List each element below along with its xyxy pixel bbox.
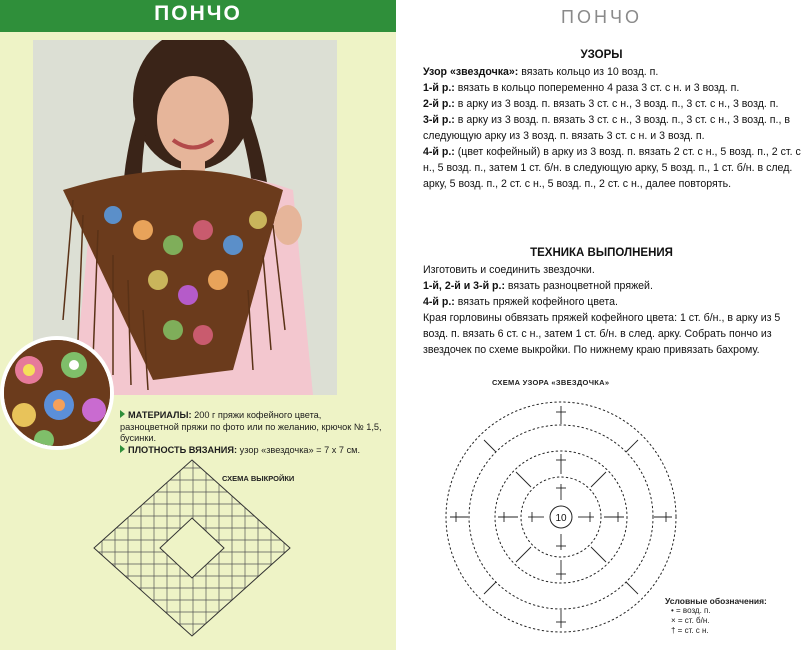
row1-text: вязать в кольцо попеременно 4 раза 3 ст. с н. и 3 возд. п. <box>454 82 740 94</box>
bullet-icon <box>120 410 125 418</box>
row4-line <box>423 144 803 192</box>
density-text: узор «звездочка» = 7 х 7 см. <box>239 444 361 455</box>
row4-label: 4-й р.: <box>423 146 455 158</box>
patterns-heading: УЗОРЫ <box>580 49 623 61</box>
tech2-text: вязать разноцветной пряжей. <box>504 280 653 292</box>
materials-line <box>120 410 382 445</box>
row1-line <box>423 80 803 96</box>
tech3-label: 4-й р.: <box>423 296 455 308</box>
page-title-right: ПОНЧО <box>561 7 642 27</box>
row3-label: 3-й р.: <box>423 114 455 126</box>
tech2-label: 1-й, 2-й и 3-й р.: <box>423 280 505 292</box>
legend-item-chain: • = возд. п. <box>671 606 711 615</box>
legend-item-dc: † = ст. с н. <box>671 626 709 635</box>
row2-text: в арку из 3 возд. п. вязать 3 ст. с н., 3 возд. п., 3 ст. с н., 3 возд. п. <box>454 98 779 110</box>
tech1-line: Изготовить и соединить звездочки. <box>423 264 595 276</box>
row3-line <box>423 112 803 144</box>
density-label: ПЛОТНОСТЬ ВЯЗАНИЯ: <box>128 444 238 455</box>
tech4-line: Края горловины обвязать пряжей кофейного цвета: 1 ст. б/н., в арку из 5 возд. п. вязать 6 ст. с н., затем 1 ст. б/н. в след. арку. Собрать пончо из звездочек по схеме выкройки. По нижнему краю привязать бахрому. <box>423 312 781 356</box>
right-page <box>396 0 807 650</box>
tech3-line <box>423 294 803 310</box>
legend <box>665 596 805 636</box>
page-title: ПОНЧО <box>154 2 242 25</box>
tech3-text: вязать пряжей кофейного цвета. <box>454 296 618 308</box>
materials-text: 200 г пряжи кофейного цвета, разноцветной пряжи по фото или по желанию, крючок № 1,5, бусинки. <box>120 410 382 443</box>
patterns-text <box>423 64 803 192</box>
tech2-line <box>423 278 803 294</box>
row1-label: 1-й р.: <box>423 82 455 94</box>
star-text: вязать кольцо из 10 возд. п. <box>518 66 659 78</box>
star-crochet-diagram <box>436 392 686 642</box>
materials-label: МАТЕРИАЛЫ: <box>128 410 192 420</box>
legend-title: Условные обозначения: <box>665 596 767 606</box>
row4-text: (цвет кофейный) в арку из 3 возд. п. вязать 2 ст. с н., 5 возд. п., 2 ст. с н., 5 возд. п., затем 1 ст. б/н. в следующую арку, 5 возд. п., 1 ст. б/н. в след. арку, 5 возд. п., 2 ст. с н., 5 возд. п., 2 ст. с н., далее повторять. <box>423 146 801 190</box>
legend-item-sc: × = ст. б/н. <box>671 616 710 625</box>
pattern-schematic <box>92 458 295 638</box>
diagram-label: СХЕМА УЗОРА «ЗВЕЗДОЧКА» <box>492 378 610 387</box>
row2-label: 2-й р.: <box>423 98 455 110</box>
row3-text: в арку из 3 возд. п. вязать 3 ст. с н., 3 возд. п., 3 ст. с н., 3 возд. п., в следующую арку из 3 возд. п. вязать 3 ст. с н. и 3 возд. п. <box>423 114 790 142</box>
technique-heading: ТЕХНИКА ВЫПОЛНЕНИЯ <box>530 247 673 259</box>
diagram-center-label: 10 <box>555 513 567 524</box>
left-page <box>0 0 396 650</box>
star-label: Узор «звездочка»: <box>423 66 519 78</box>
row2-line <box>423 96 803 112</box>
materials-block <box>120 410 382 456</box>
star-line <box>423 64 803 80</box>
detail-closeup <box>0 336 114 450</box>
bullet-icon <box>120 445 125 453</box>
schematic-label: СХЕМА ВЫКРОЙКИ <box>222 474 295 483</box>
density-line <box>120 445 382 457</box>
technique-text <box>423 262 803 358</box>
